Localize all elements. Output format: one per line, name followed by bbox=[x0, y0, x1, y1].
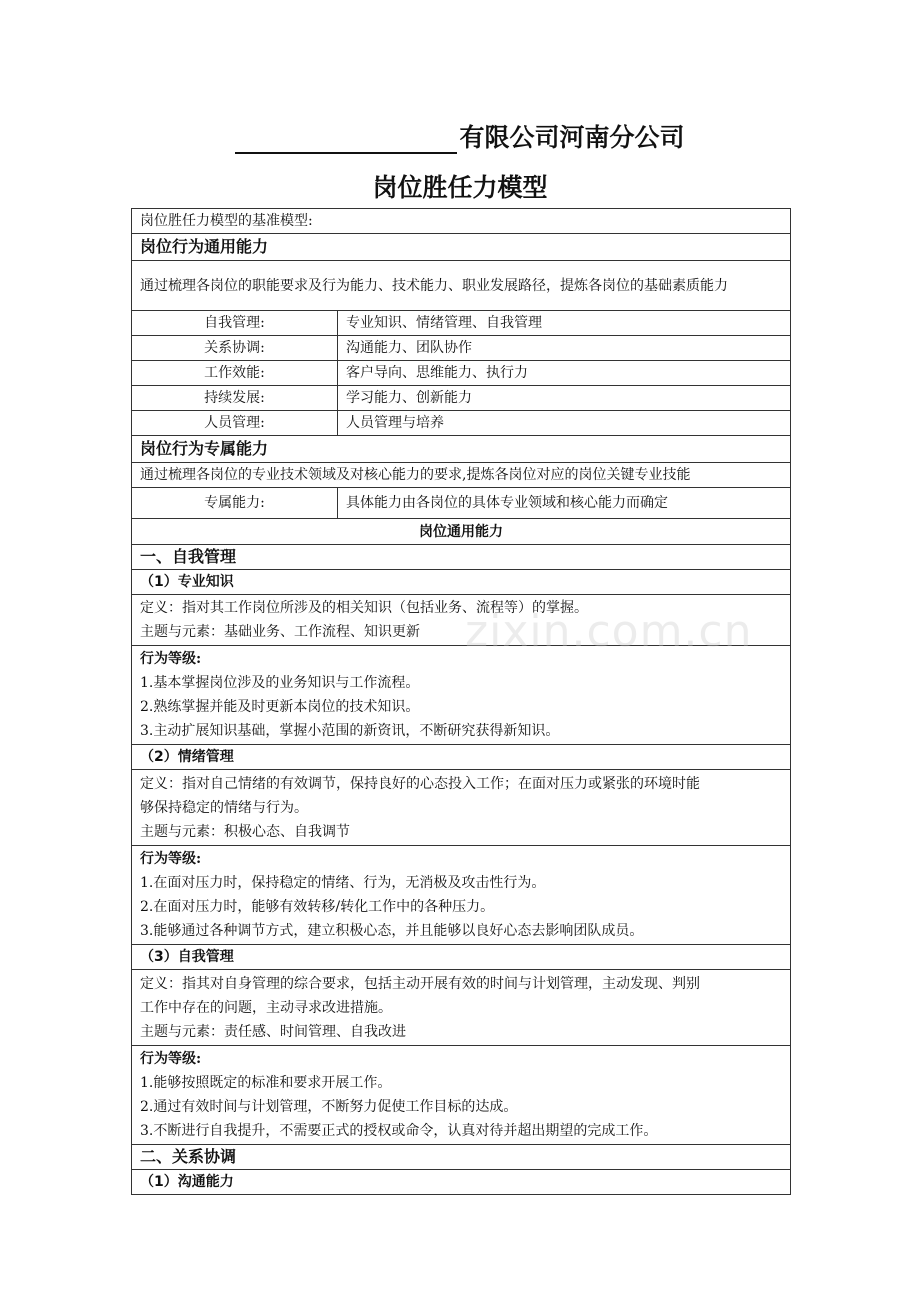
level-line: 2.通过有效时间与计划管理，不断努力促使工作目标的达成。 bbox=[140, 1099, 518, 1115]
levels-label: 行为等级: bbox=[140, 851, 202, 867]
general-heading: 岗位行为通用能力 bbox=[132, 234, 791, 261]
special-desc: 通过梳理各岗位的专业技术领域及对核心能力的要求,提炼各岗位对应的岗位关键专业技能 bbox=[132, 463, 791, 488]
level-line: 1.能够按照既定的标准和要求开展工作。 bbox=[140, 1075, 392, 1091]
item-definition bbox=[132, 770, 791, 846]
level-line: 2.熟练掌握并能及时更新本岗位的技术知识。 bbox=[140, 699, 420, 715]
level-line: 3.能够通过各种调节方式，建立积极心态，并且能够以良好心态去影响团队成员。 bbox=[140, 923, 644, 939]
special-key: 专属能力: bbox=[132, 488, 338, 519]
general-value: 专业知识、情绪管理、自我管理 bbox=[338, 311, 791, 336]
general-key: 人员管理: bbox=[132, 411, 338, 436]
general-value: 沟通能力、团队协作 bbox=[338, 336, 791, 361]
item-levels bbox=[132, 646, 791, 745]
special-value: 具体能力由各岗位的具体专业领域和核心能力而确定 bbox=[338, 488, 791, 519]
level-line: 1.在面对压力时，保持稳定的情绪、行为，无消极及攻击性行为。 bbox=[140, 875, 546, 891]
item-title: （1）专业知识 bbox=[132, 570, 791, 595]
item-levels bbox=[132, 1046, 791, 1145]
company-name-blank bbox=[235, 124, 457, 154]
basis-label: 岗位胜任力模型的基准模型: bbox=[132, 209, 791, 234]
special-heading: 岗位行为专属能力 bbox=[132, 436, 791, 463]
general-key: 持续发展: bbox=[132, 386, 338, 411]
general-key: 工作效能: bbox=[132, 361, 338, 386]
definition-line: 够保持稳定的情绪与行为。 bbox=[140, 799, 308, 816]
section-title: 岗位通用能力 bbox=[132, 519, 791, 545]
section-heading: 一、自我管理 bbox=[132, 545, 791, 570]
definition-line: 定义：指其对自身管理的综合要求，包括主动开展有效的时间与计划管理，主动发现、判别 bbox=[140, 975, 700, 992]
level-line: 2.在面对压力时，能够有效转移/转化工作中的各种压力。 bbox=[140, 899, 495, 915]
company-suffix: 有限公司河南分公司 bbox=[459, 123, 685, 152]
general-value: 客户导向、思维能力、执行力 bbox=[338, 361, 791, 386]
item-title: （1）沟通能力 bbox=[132, 1170, 791, 1195]
theme-line: 主题与元素：积极心态、自我调节 bbox=[140, 823, 350, 840]
general-key: 关系协调: bbox=[132, 336, 338, 361]
item-definition bbox=[132, 595, 791, 646]
definition-line: 定义：指对其工作岗位所涉及的相关知识（包括业务、流程等）的掌握。 bbox=[140, 600, 588, 616]
page-title: 岗位胜任力模型 bbox=[372, 173, 548, 202]
item-levels bbox=[132, 846, 791, 945]
general-key: 自我管理: bbox=[132, 311, 338, 336]
section-heading: 二、关系协调 bbox=[132, 1145, 791, 1170]
company-name bbox=[0, 118, 920, 154]
level-line: 1.基本掌握岗位涉及的业务知识与工作流程。 bbox=[140, 675, 420, 691]
item-title: （3）自我管理 bbox=[132, 945, 791, 970]
level-line: 3.主动扩展知识基础，掌握小范围的新资讯，不断研究获得新知识。 bbox=[140, 723, 560, 739]
general-value: 人员管理与培养 bbox=[338, 411, 791, 436]
definition-line: 工作中存在的问题，主动寻求改进措施。 bbox=[140, 999, 392, 1016]
watermark: zixin.com.cn bbox=[465, 606, 753, 657]
definition-line: 定义：指对自己情绪的有效调节，保持良好的心态投入工作；在面对压力或紧张的环境时能 bbox=[140, 775, 700, 792]
levels-label: 行为等级: bbox=[140, 651, 202, 667]
competency-table bbox=[131, 208, 791, 1195]
item-definition bbox=[132, 970, 791, 1046]
levels-label: 行为等级: bbox=[140, 1051, 202, 1067]
general-desc: 通过梳理各岗位的职能要求及行为能力、技术能力、职业发展路径，提炼各岗位的基础素质能力 bbox=[132, 261, 791, 311]
general-value: 学习能力、创新能力 bbox=[338, 386, 791, 411]
theme-line: 主题与元素：责任感、时间管理、自我改进 bbox=[140, 1023, 406, 1040]
level-line: 3.不断进行自我提升，不需要正式的授权或命令，认真对待并超出期望的完成工作。 bbox=[140, 1123, 658, 1139]
theme-line: 主题与元素：基础业务、工作流程、知识更新 bbox=[140, 624, 420, 640]
item-title: （2）情绪管理 bbox=[132, 745, 791, 770]
